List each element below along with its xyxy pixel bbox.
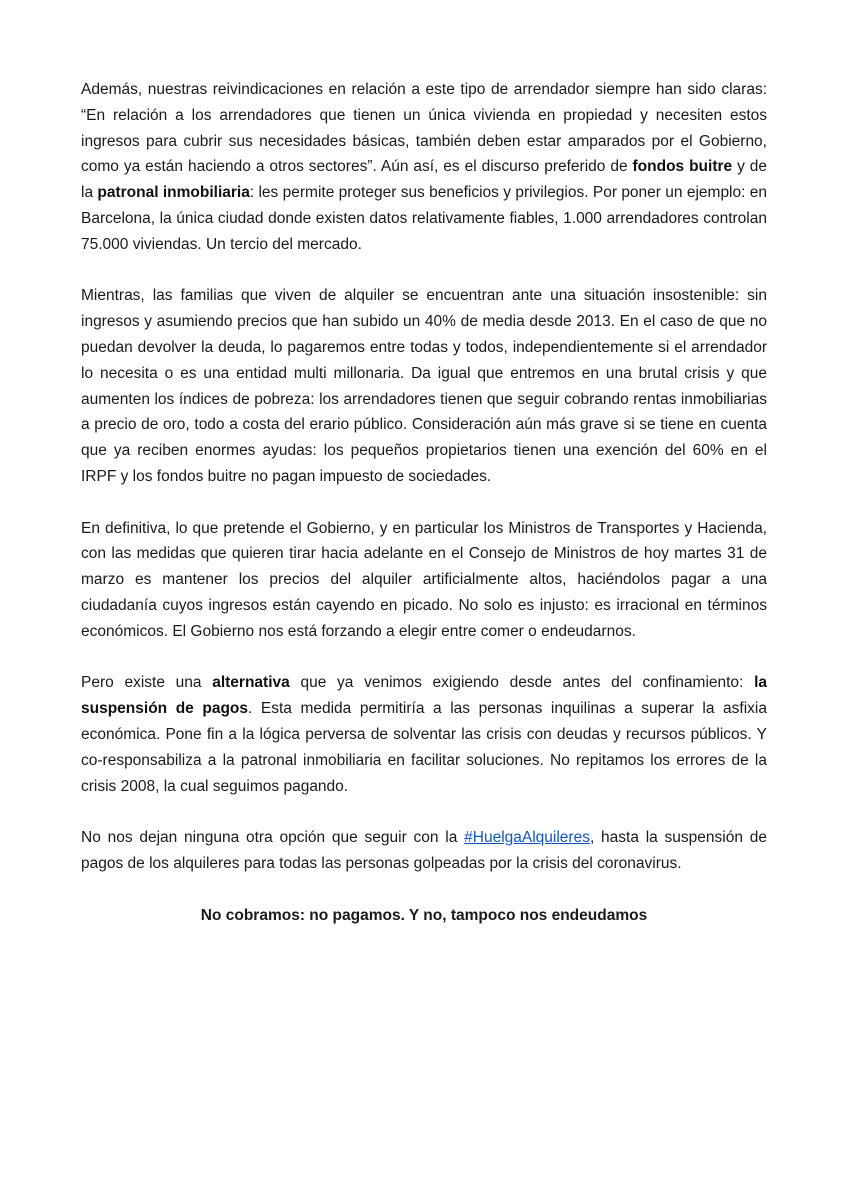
- text-run: que ya venimos exigiendo desde antes del confinamiento:: [289, 674, 755, 692]
- paragraph-landlord-demands: [81, 77, 767, 258]
- closing-slogan: No cobramos: no pagamos. Y no, tampoco nos endeudamos: [200, 906, 648, 924]
- paragraph-alternative: [81, 670, 767, 799]
- paragraph-families-situation: Mientras, las familias que viven de alquiler se encuentran ante una situación insostenible: sin ingresos y asumiendo precios que han subido un 40% de media desde 2013. En el caso de que no puedan devolver la deuda, lo pagaremos entre todas y todos, independientemente si el arrendador lo necesita o es una entidad multi millonaria. Da igual que entremos en una brutal crisis y que aumenten los índices de pobreza: los arrendadores tienen que seguir cobrando rentas inmobiliarias a precio de oro, todo a costa del erario público. Consideración aún más grave si se tiene en cuenta que ya reciben enormes ayudas: los pequeños propietarios tienen una exención del 60% en el IRPF y los fondos buitre no pagan impuesto de sociedades.: [81, 287, 767, 485]
- text-run: Pero existe una: [81, 674, 213, 692]
- bold-patronal-inmobiliaria: patronal inmobiliaria: [97, 184, 250, 202]
- bold-suspension-de-pagos: la suspensión de pagos: [81, 674, 767, 718]
- paragraph-government-measures: En definitiva, lo que pretende el Gobierno, y en particular los Ministros de Transportes y Hacienda, con las medidas que quieren tirar hacia adelante en el Consejo de Ministros de hoy martes 31 de marzo es mantener los precios del alquiler artificialmente altos, haciéndolos pagar a una ciudadanía cuyos ingresos están cayendo en picado. No solo es injusto: es irracional en términos económicos. El Gobierno nos está forzando a elegir entre comer o endeudarnos.: [81, 519, 767, 640]
- text-run: : les permite proteger sus beneficios y privilegios. Por poner un ejemplo: en Barcelona, la única ciudad donde existen datos relativamente fiables, 1.000 arrendadores controlan 75.000 viviendas. Un tercio del mercado.: [81, 184, 767, 253]
- bold-alternativa: alternativa: [212, 674, 290, 692]
- document-page: [81, 77, 767, 928]
- paragraph-rent-strike: [81, 825, 767, 877]
- text-run: , hasta la suspensión de pagos de los alquileres para todas las personas golpeadas por la crisis del coronavirus.: [81, 829, 767, 872]
- text-run: y de la: [81, 158, 767, 202]
- text-run: No nos dejan ninguna otra opción que seguir con la: [81, 829, 465, 847]
- hashtag-link-huelga-alquileres[interactable]: #HuelgaAlquileres: [464, 829, 590, 847]
- text-run: Además, nuestras reivindicaciones en relación a este tipo de arrendador siempre han sido claras: “En relación a los arrendadores que tienen un única vivienda en propiedad y necesiten estos ingresos para cubrir sus necesidades básicas, también deben estar amparados por el Gobierno, como ya están haciendo a otros sectores”. Aún así, es el discurso preferido de: [81, 81, 767, 176]
- text-run: . Esta medida permitiría a las personas inquilinas a superar la asfixia económica. Pone fin a la lógica perversa de solventar las crisis con deudas y recursos públicos. Y co-responsabiliza a la patronal inmobiliaria en facilitar soluciones. No repitamos los errores de la crisis 2008, la cual seguimos pagando.: [81, 700, 767, 795]
- bold-fondos-buitre: fondos buitre: [632, 158, 733, 176]
